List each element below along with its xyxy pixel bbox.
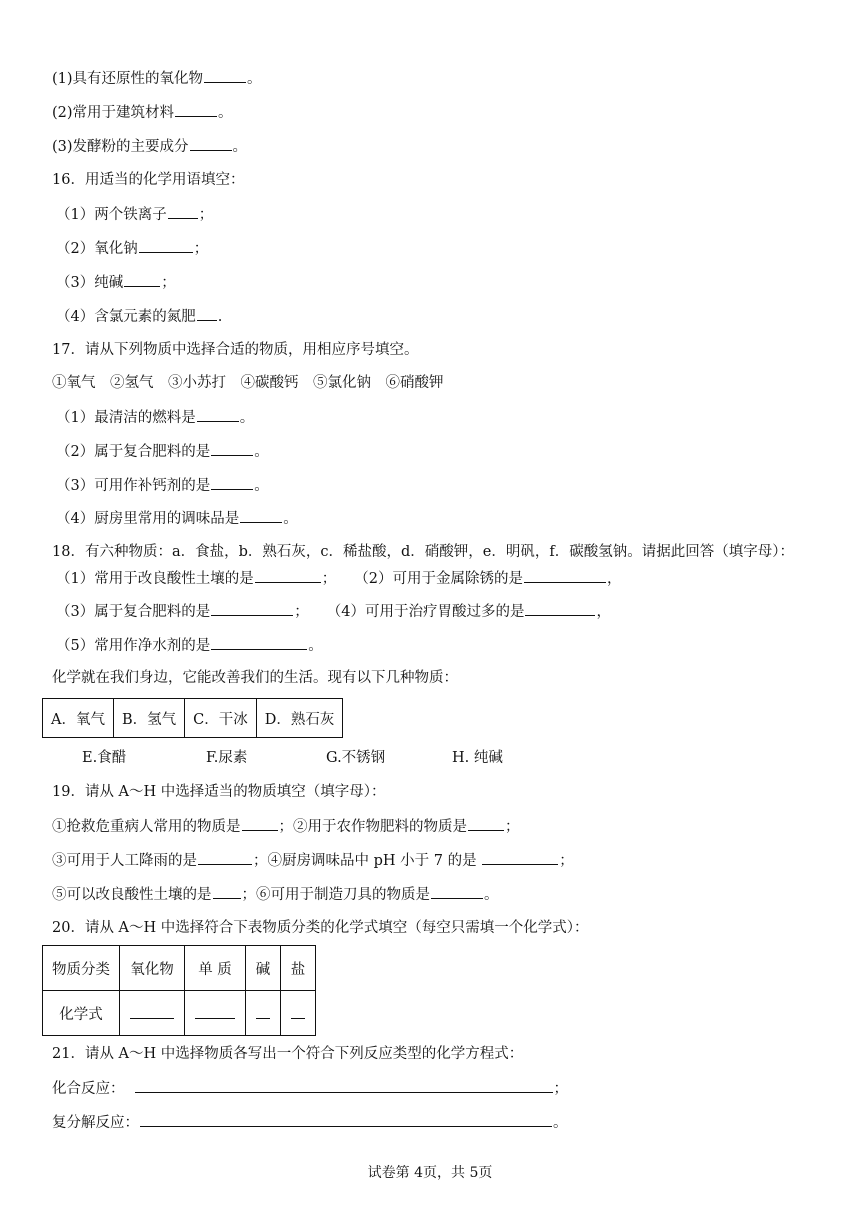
answer-blank[interactable] [482,850,558,865]
answer-blank[interactable] [256,1004,270,1019]
punctuation: 。 [247,71,262,87]
answer-blank[interactable] [197,407,239,422]
answer-blank[interactable] [195,1004,235,1019]
answer-blank[interactable] [130,1004,174,1019]
question-line [56,306,222,327]
question-text: (3)发酵粉的主要成分 [52,139,189,155]
question-text: （1）两个铁离子 [56,207,167,223]
question-text: （2）属于复合肥料的是 [56,444,211,460]
question-line [56,238,208,259]
q21-line-1: 化合反应： ； [52,1078,568,1099]
punctuation: 。 [254,478,269,494]
answer-blank[interactable] [213,884,241,899]
option-f: F.尿素 [206,750,248,766]
question-text: （4）含氯元素的氮肥 [56,309,196,325]
q21-title: 21．请从 A～H 中选择物质各写出一个符合下列反应类型的化学方程式： [52,1046,524,1062]
question-line [56,508,298,529]
answer-blank[interactable] [291,1004,305,1019]
answer-blank[interactable] [198,850,252,865]
question-line [56,272,176,293]
question-line [52,373,444,393]
table-cell[interactable] [120,991,185,1036]
answer-blank[interactable] [197,306,217,321]
question-line [52,136,247,157]
question-text: (2)常用于建筑材料 [52,105,175,121]
question-line [56,204,213,225]
q19-title: 19．请从 A～H 中选择适当的物质填空（填字母）： [52,784,386,800]
q21-line-2: 复分解反应： 。 [52,1112,568,1133]
option-d: D．熟石灰 [256,699,343,738]
q18-line-3: （5）常用作净水剂的是 。 [56,635,323,656]
punctuation: 。 [254,444,269,460]
answer-blank[interactable] [139,238,193,253]
question-line [52,170,244,190]
question-line [56,475,269,496]
question-text: 16．用适当的化学用语填空： [52,172,245,188]
option-c: C．干冰 [185,699,257,738]
answer-blank[interactable] [211,441,253,456]
question-text: （2）氧化钠 [56,241,138,257]
table-header: 单 质 [185,946,246,991]
intro-text: 化学就在我们身边，它能改善我们的生活。现有以下几种物质： [52,670,458,686]
answer-blank[interactable] [204,68,246,83]
question-text: (1)具有还原性的氧化物 [52,71,204,87]
punctuation: ； [198,207,214,223]
question-text: 17．请从下列物质中选择合适的物质，用相应序号填空。 [52,342,419,358]
row-label: 化学式 [43,991,120,1036]
q18-line-1: （1）常用于改良酸性土壤的是 ； （2）可用于金属除锈的是 ， [56,568,621,589]
answer-blank[interactable] [140,1112,552,1127]
answer-blank[interactable] [190,136,232,151]
option-b: B．氢气 [113,699,184,738]
punctuation: ； [193,241,209,257]
punctuation: ； [161,275,176,291]
option-e: E.食醋 [82,750,127,766]
q19-line-1: ①抢救危重病人常用的物质是 ；②用于农作物肥料的物质是 ； [52,816,520,837]
answer-blank[interactable] [135,1078,553,1093]
answer-blank[interactable] [468,816,504,831]
question-text: （4）厨房里常用的调味品是 [56,511,240,527]
punctuation: . [217,309,223,325]
option-h: H. 纯碱 [452,750,503,766]
q19-line-2: ③可用于人工降雨的是 ；④厨房调味品中 pH 小于 7 的是 ； [52,850,574,871]
table-cell[interactable] [185,991,246,1036]
answer-blank[interactable] [211,475,253,490]
punctuation: 。 [239,410,255,426]
answer-blank[interactable] [431,884,483,899]
table-header: 碱 [246,946,281,991]
options-table [42,698,343,738]
page-footer: 试卷第 4页，共 5页 [367,1165,493,1181]
option-a: A．氧气 [43,699,114,738]
answer-blank[interactable] [524,568,606,583]
classification-table [42,945,316,1036]
question-line [52,340,418,360]
table-header: 氧化物 [120,946,185,991]
question-line [56,407,254,428]
question-text: （3）可用作补钙剂的是 [56,478,211,494]
punctuation: 。 [218,105,233,121]
question-text: ①氧气 ②氢气 ③小苏打 ④碳酸钙 ⑤氯化钠 ⑥硝酸钾 [52,375,444,391]
punctuation: 。 [283,511,298,527]
question-line [52,68,262,89]
table-cell[interactable] [246,991,281,1036]
option-g: G.不锈钢 [326,750,386,766]
answer-blank[interactable] [175,102,217,117]
question-text: 18．有六种物质：a．食盐，b．熟石灰，c．稀盐酸，d．硝酸钾，e．明矾，f．碳酸氢钠。请据此回答（填字母）： [52,544,794,560]
question-line [52,102,233,123]
question-line [56,441,269,462]
punctuation: 。 [232,139,248,155]
table-cell[interactable] [281,991,316,1036]
q19-line-3: ⑤可以改良酸性土壤的是 ；⑥可用于制造刀具的物质是 。 [52,884,499,905]
question-text: （3）纯碱 [56,275,124,291]
answer-blank[interactable] [255,568,321,583]
answer-blank[interactable] [240,508,282,523]
table-header: 盐 [281,946,316,991]
answer-blank[interactable] [242,816,278,831]
answer-blank[interactable] [168,204,198,219]
answer-blank[interactable] [211,601,293,616]
question-text: （1）最清洁的燃料是 [56,410,196,426]
q20-title: 20．请从 A～H 中选择符合下表物质分类的化学式填空（每空只需填一个化学式）： [52,920,589,936]
answer-blank[interactable] [211,635,307,650]
table-header: 物质分类 [43,946,120,991]
q18-line-2: （3）属于复合肥料的是 ； （4）可用于治疗胃酸过多的是 ， [56,601,611,622]
question-line [52,542,794,562]
answer-blank[interactable] [525,601,595,616]
answer-blank[interactable] [124,272,160,287]
